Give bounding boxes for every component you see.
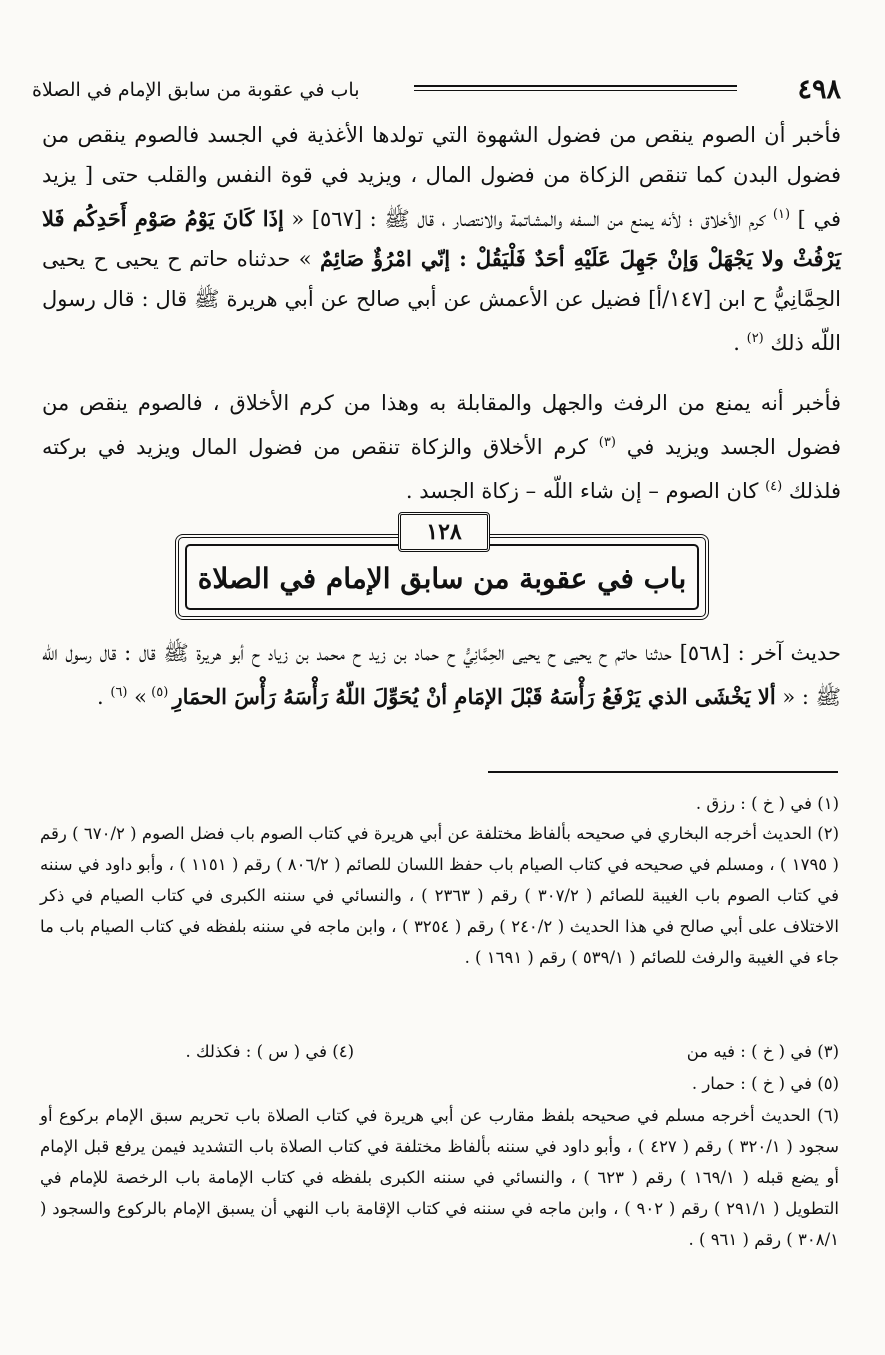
chapter-number: ١٢٨ — [398, 512, 490, 552]
paragraph-2 — [42, 383, 841, 511]
hadith-text-1: إذَا كَانَ يَوْمُ صَوْمِ أَحَدِكُم فَلا يَرْفُثْ ولا يَجْهَلْ وَإنْ جَهِلَ عَلَيْهِ أحَدٌ فَلْيَقُلْ : إنّي امْرُؤٌ صَائِمٌ — [42, 206, 841, 271]
footnote-ref-6: (٦) — [110, 685, 128, 700]
footnote-3: (٣) في ( خ ) : فيه من — [686, 1042, 839, 1061]
paragraph-1-text-a: فأخبر أن الصوم ينقص من فضول الشهوة التي تولدها الأغذية في الجسد فالصوم ينقص من فضول البدن كما تنقص الزكاة من فضول المال ، ويزيد في قوة النفس والقلب حتى [ يزيد في ] — [42, 123, 841, 231]
footnote-5: (٥) في ( خ ) : حمار . — [691, 1074, 839, 1093]
paragraph-2-text-c: كان الصوم – إن شاء اللّه – زكاة الجسد . — [405, 479, 766, 503]
footnote-separator — [488, 771, 838, 773]
footnote-ref-3: (٣) — [598, 435, 616, 450]
chapter-title: باب في عقوبة من سابق الإمام في الصلاة — [197, 562, 687, 595]
paragraph-3-text-b: » — [127, 685, 148, 709]
paragraph-3-text-c: . — [97, 685, 111, 709]
paragraph-1-text-b: كرم الأخلاق ؛ لأنه يمنع من السفه والمشاتمة والانتصار ، قال ﷺ : [٥٦٧] « — [283, 207, 773, 231]
footnote-6: (٦) الحديث أخرجه مسلم في صحيحه بلفظ مقارب عن أبي هريرة في كتاب الصلاة باب تحريم سبق الإمام بركوع أو سجود ( ٣٢٠/١ ) رقم ( ٤٢٧ ) ، وأبو داود في سننه بألفاظ مختلفة في كتاب الصلاة باب التشديد فيمن يرفع قبل الإمام أو يضع قبله ( ١٦٩/١ ) رقم ( ٦٢٣ ) ، والنسائي في سننه الكبرى بلفظه في كتاب الإمامة باب الرخصة للإمام في التطويل ( ٢٩١/١ ) رقم ( ٩٠٢ ) ، وابن ماجه في سننه في كتاب الإقامة باب النهي أن يسبق الإمام بالركوع والسجود ( ٣٠٨/١ ) رقم ( ٩٦١ ) . — [40, 1106, 840, 1249]
header-rule — [414, 85, 737, 91]
paragraph-3 — [42, 633, 841, 717]
footnote-ref-2: (٢) — [746, 331, 764, 346]
footnote-ref-1: (١) — [772, 207, 791, 222]
hadith-text-2: ألا يَخْشَى الذي يَرْفَعُ رَأْسَهُ قَبْلَ الإمَامِ أنْ يُحَوِّلَ اللّهُ رَأْسَهُ رَأْسَ الحمَارِ — [172, 684, 776, 709]
paragraph-2-text-b: كرم الأخلاق والزكاة تنقص من فضول المال ويزيد في بركته فلذلك — [42, 435, 841, 503]
running-header — [32, 70, 841, 110]
paragraph-1-text-d: . — [733, 331, 747, 355]
footnote-1: (١) في ( خ ) : رزق . — [695, 794, 839, 813]
chapter-heading-inner-frame — [185, 544, 699, 610]
footnote-ref-4: (٤) — [765, 479, 783, 494]
page-number: ٤٩٨ — [797, 74, 841, 105]
footnote-2: (٢) الحديث أخرجه البخاري في صحيحه بألفاظ مختلفة عن أبي هريرة في كتاب الصوم باب فضل الصوم ( ٦٧٠/٢ ) رقم ( ١٧٩٥ ) ، ومسلم في صحيحه في كتاب الصيام باب حفظ اللسان للصائم ( ٨٠٦/٢ ) رقم ( ١١٥١ ) ، وأبو داود في سننه في كتاب الصوم باب الغيبة للصائم ( ٣٠٧/٢ ) رقم ( ٢٣٦٣ ) ، والنسائي في سننه الكبرى في كتاب الصيام في ذكر الاختلاف على أبي صالح في هذا الحديث ( ٢٤٠/٢ ) رقم ( ٣٢٥٤ ) ، وابن ماجه في سننه بلفظه في كتاب الصيام باب ما جاء في الغيبة والرفث للصائم ( ٥٣٩/١ ) رقم ( ١٦٩١ ) . — [40, 824, 839, 967]
paragraph-1 — [42, 115, 841, 363]
footnote-row-3-4 — [40, 1036, 839, 1067]
running-title: باب في عقوبة من سابق الإمام في الصلاة — [32, 79, 360, 101]
paragraph-3-text-a: حديث آخر : [٥٦٨] حدثنا حاتم ح يحيى ح يحيى الحِمَّانِيُّ ح حماد بن زيد ح محمد بن زياد ح أبو هريرة ﷺ قال : قال رسول اللّه ﷺ : « — [42, 641, 841, 709]
footnote-4: (٤) في ( س ) : فكذلك . — [185, 1042, 354, 1061]
footnote-ref-5: (٥) — [147, 685, 173, 700]
paragraph-1-text-c: » حدثناه حاتم ح يحيى ح يحيى الحِمَّانِيُّ ح ابن [١٤٧/أ] فضيل عن الأعمش عن أبي صالح عن أبي هريرة ﷺ قال : قال رسول اللّه ذلك — [42, 247, 842, 355]
paragraph-2-text-a: فأخبر أنه يمنع من الرفث والجهل والمقابلة به وهذا من كرم الأخلاق ، فالصوم ينقص من فضول الجسد ويزيد في — [42, 391, 841, 459]
